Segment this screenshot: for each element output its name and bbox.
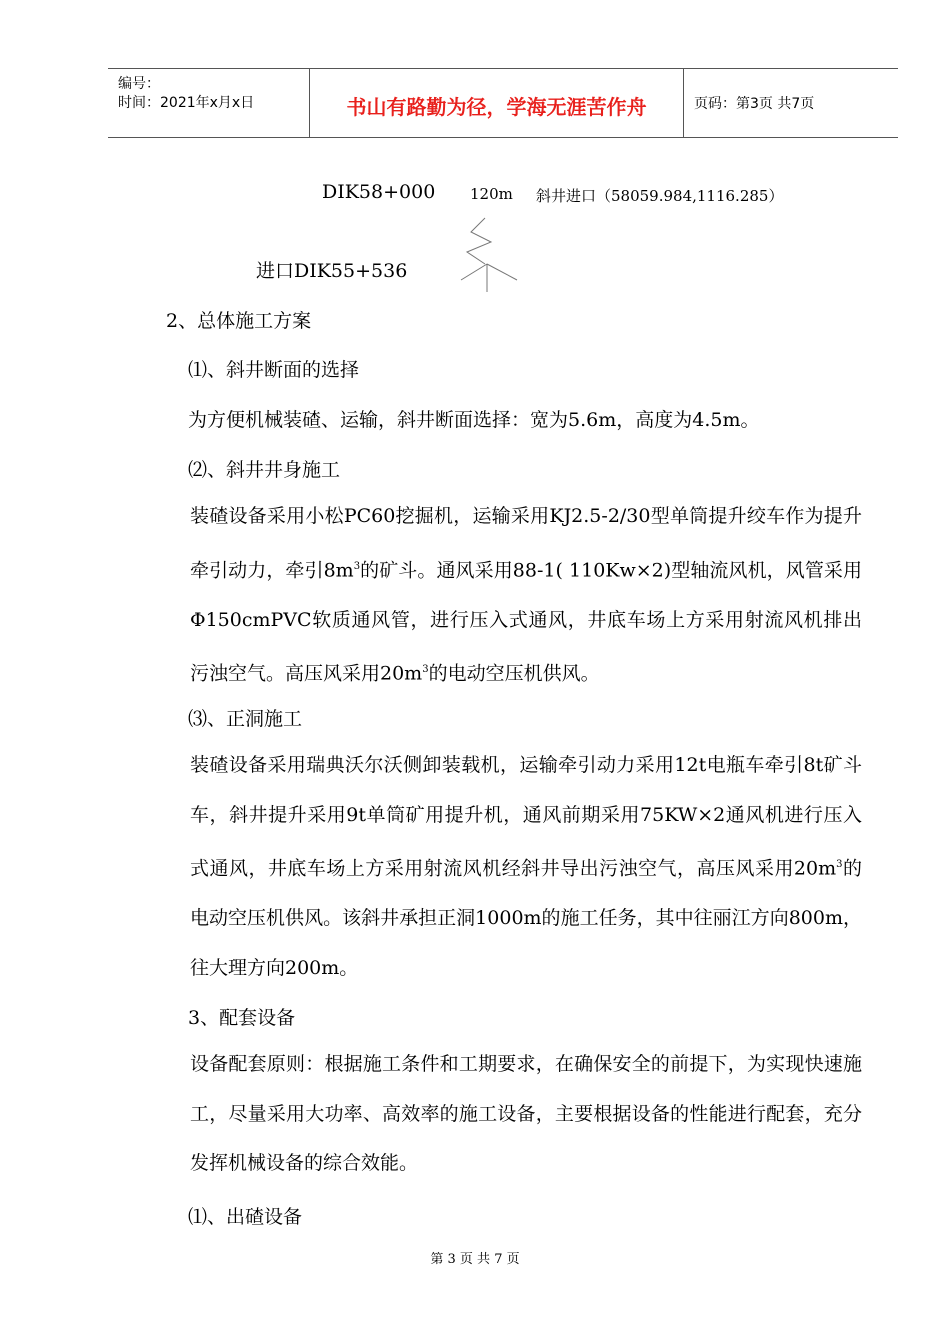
station-label: DIK58+000 bbox=[322, 181, 436, 203]
time-label: 时间：2021年x月x日 bbox=[118, 95, 255, 111]
section-3-heading: 3、配套设备 bbox=[188, 1007, 296, 1029]
subsection-1-title: ⑴、斜井断面的选择 bbox=[188, 359, 360, 381]
shaft-sketch bbox=[455, 212, 521, 294]
header-motto-cell bbox=[310, 69, 684, 137]
motto: 书山有路勤为径，学海无涯苦作舟 bbox=[346, 95, 647, 119]
section-2-heading: 2、总体施工方案 bbox=[166, 310, 312, 332]
equipment-1-title: ⑴、出碴设备 bbox=[188, 1206, 303, 1228]
distance-label: 120m bbox=[470, 185, 513, 203]
page-header bbox=[108, 68, 898, 138]
subsection-3-paragraph: 装碴设备采用瑞典沃尔沃侧卸装载机，运输牵引动力采用12t电瓶车牵引8t矿斗车，斜井提升采用9t单筒矿用提升机，通风前期采用75KW×2通风机进行压入式通风，井底车场上方采用射流风机经斜井导出污浊空气，高压风采用$20m^3$的电动空压机供风。该斜井承担正洞1000m的施工任务，其中往丽江方向800m，往大理方向200m。 bbox=[190, 754, 862, 979]
header-info-cell bbox=[108, 69, 310, 137]
page-label: 页码：第3页 共7页 bbox=[694, 96, 815, 112]
subsection-1-text: 为方便机械装碴、运输，斜井断面选择：宽为5.6m，高度为4.5m。 bbox=[188, 409, 760, 431]
subsection-3-title: ⑶、正洞施工 bbox=[188, 708, 303, 730]
principle-paragraph: 设备配套原则：根据施工条件和工期要求，在确保安全的前提下，为实现快速施工，尽量采用大功率、高效率的施工设备，主要根据设备的性能进行配套，充分发挥机械设备的综合效能。 bbox=[190, 1053, 862, 1175]
number-label: 编号： bbox=[118, 76, 160, 92]
entrance-label: 进口DIK55+536 bbox=[256, 260, 408, 282]
subsection-2-paragraph: 装碴设备采用小松PC60挖掘机，运输采用KJ2.5-2/30型单筒提升绞车作为提升牵引动力，牵引$8m^3$的矿斗。通风采用88-1( 110Kw×2)型轴流风机，风管采用Φ150cmPVC软质通风管，进行压入式通风，井底车场上方采用射流风机排出污浊空气。高压风采用$20m^3$的电动空压机供风。 bbox=[190, 505, 862, 685]
shaft-label: 斜井进口（58059.984,1116.285） bbox=[536, 187, 784, 205]
header-page-cell bbox=[684, 69, 898, 137]
page-footer: 第 3 页 共 7 页 bbox=[430, 1252, 520, 1267]
subsection-2-title: ⑵、斜井井身施工 bbox=[188, 459, 341, 481]
